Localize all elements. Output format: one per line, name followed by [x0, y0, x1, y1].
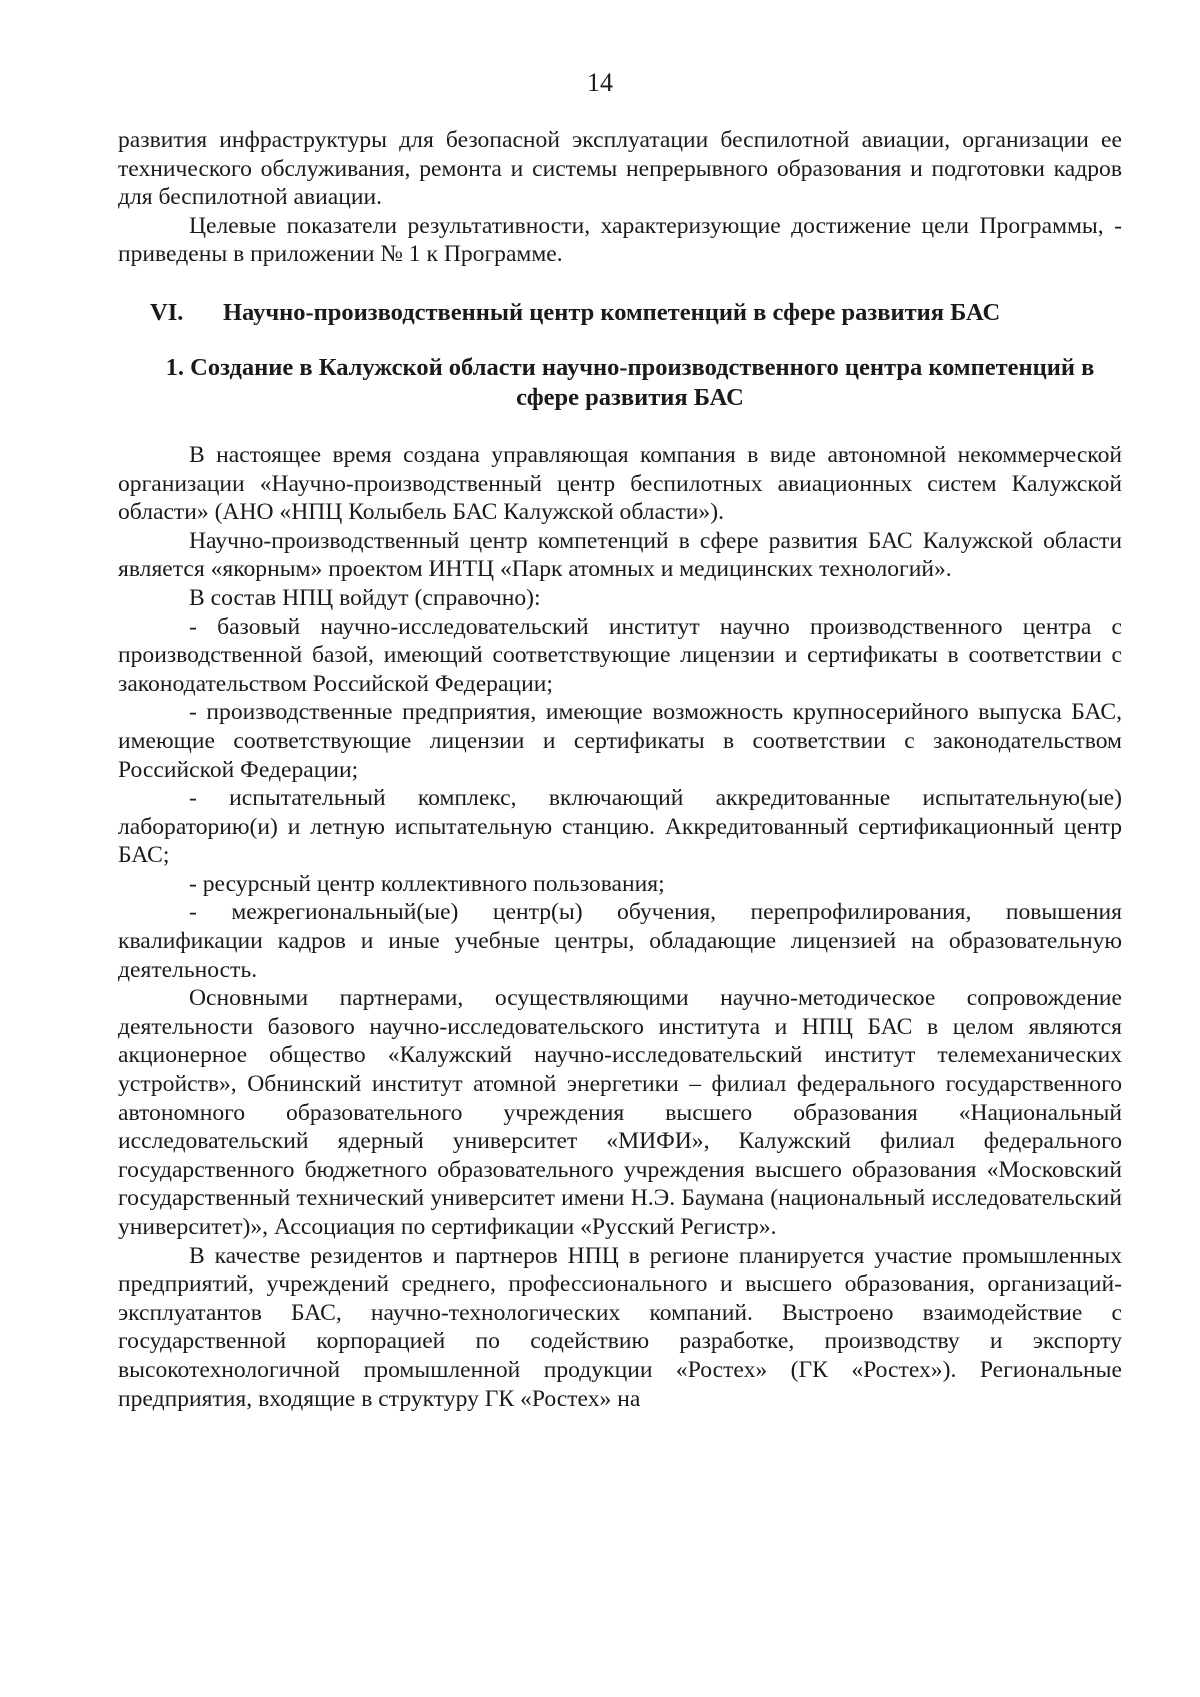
document-content [118, 126, 1122, 1413]
paragraph-anchor-project: Научно-производственный центр компетенций в сфере развития БАС Калужской области является «якорным» проектом ИНТЦ «Парк атомных и медицинских технологий». [118, 527, 1122, 583]
subsection-heading: 1. Создание в Калужской области научно-производственного центра компетенций в сфере развития БАС [165, 353, 1095, 411]
list-item-institute: - базовый научно-исследовательский институт научно производственного центра с производственной базой, имеющий соответствующие лицензии и сертификаты в соответствии с законодательством Российской Федерации; [118, 613, 1122, 697]
page-number: 14 [587, 68, 613, 97]
paragraph-continuation: развития инфраструктуры для безопасной эксплуатации беспилотной авиации, организации ее технического обслуживания, ремонта и системы непрерывного образования и подготовки кадров для беспилотной авиации. [118, 127, 1122, 211]
list-item-testing: - испытательный комплекс, включающий аккредитованные испытательную(ые) лабораторию(и) и летную испытательную станцию. Аккредитованный сертификационный центр БАС; [118, 785, 1122, 869]
paragraph-residents: В качестве резидентов и партнеров НПЦ в регионе планируется участие промышленных предприятий, учреждений среднего, профессионального и высшего образования, организаций-эксплуатантов БАС, научно-технологических компаний. Выстроено взаимодействие с государственной корпорацией по содействию разработке, производству и экспорту высокотехнологичной промышленной продукции «Ростех» (ГК «Ростех»). Региональные предприятия, входящие в структуру ГК «Ростех» на [118, 1242, 1122, 1412]
paragraph-ano: В настоящее время создана управляющая компания в виде автономной некоммерческой организации «Научно-производственный центр беспилотных авиационных систем Калужской области» (АНО «НПЦ Колыбель БАС Калужской области»). [118, 441, 1122, 526]
paragraph-composition: В состав НПЦ войдут (справочно): [189, 584, 541, 611]
section-heading [150, 298, 1122, 328]
list-item-training: - межрегиональный(ые) центр(ы) обучения, перепрофилирования, повышения квалификации кадров и иные учебные центры, обладающие лицензией на образовательную деятельность. [118, 899, 1122, 983]
paragraph-partners: Основными партнерами, осуществляющими научно-методическое сопровождение деятельности базового научно-исследовательского института и НПЦ БАС в целом являются акционерное общество «Калужский научно-исследовательский институт телемеханических устройств», Обнинский институт атомной энергетики – филиал федерального государственного автономного образовательного учреждения высшего образования «Национальный исследовательский ядерный университет «МИФИ», Калужский филиал федерального государственного бюджетного образовательного учреждения высшего образования «Московский государственный технический университет имени Н.Э. Баумана (национальный исследовательский университет)», Ассоциация по сертификации «Русский Регистр». [118, 985, 1122, 1240]
list-item-resource-center: - ресурсный центр коллективного пользования; [189, 870, 665, 897]
list-item-production: - производственные предприятия, имеющие возможность крупносерийного выпуска БАС, имеющие соответствующие лицензии и сертификаты в соответствии с законодательством Российской Федерации; [118, 699, 1122, 783]
section-title: Научно-производственный центр компетенций в сфере развития БАС [223, 298, 1001, 326]
paragraph-targets: Целевые показатели результативности, характеризующие достижение цели Программы, - приведены в приложении № 1 к Программе. [118, 212, 1122, 268]
section-number: VI. [150, 298, 184, 326]
